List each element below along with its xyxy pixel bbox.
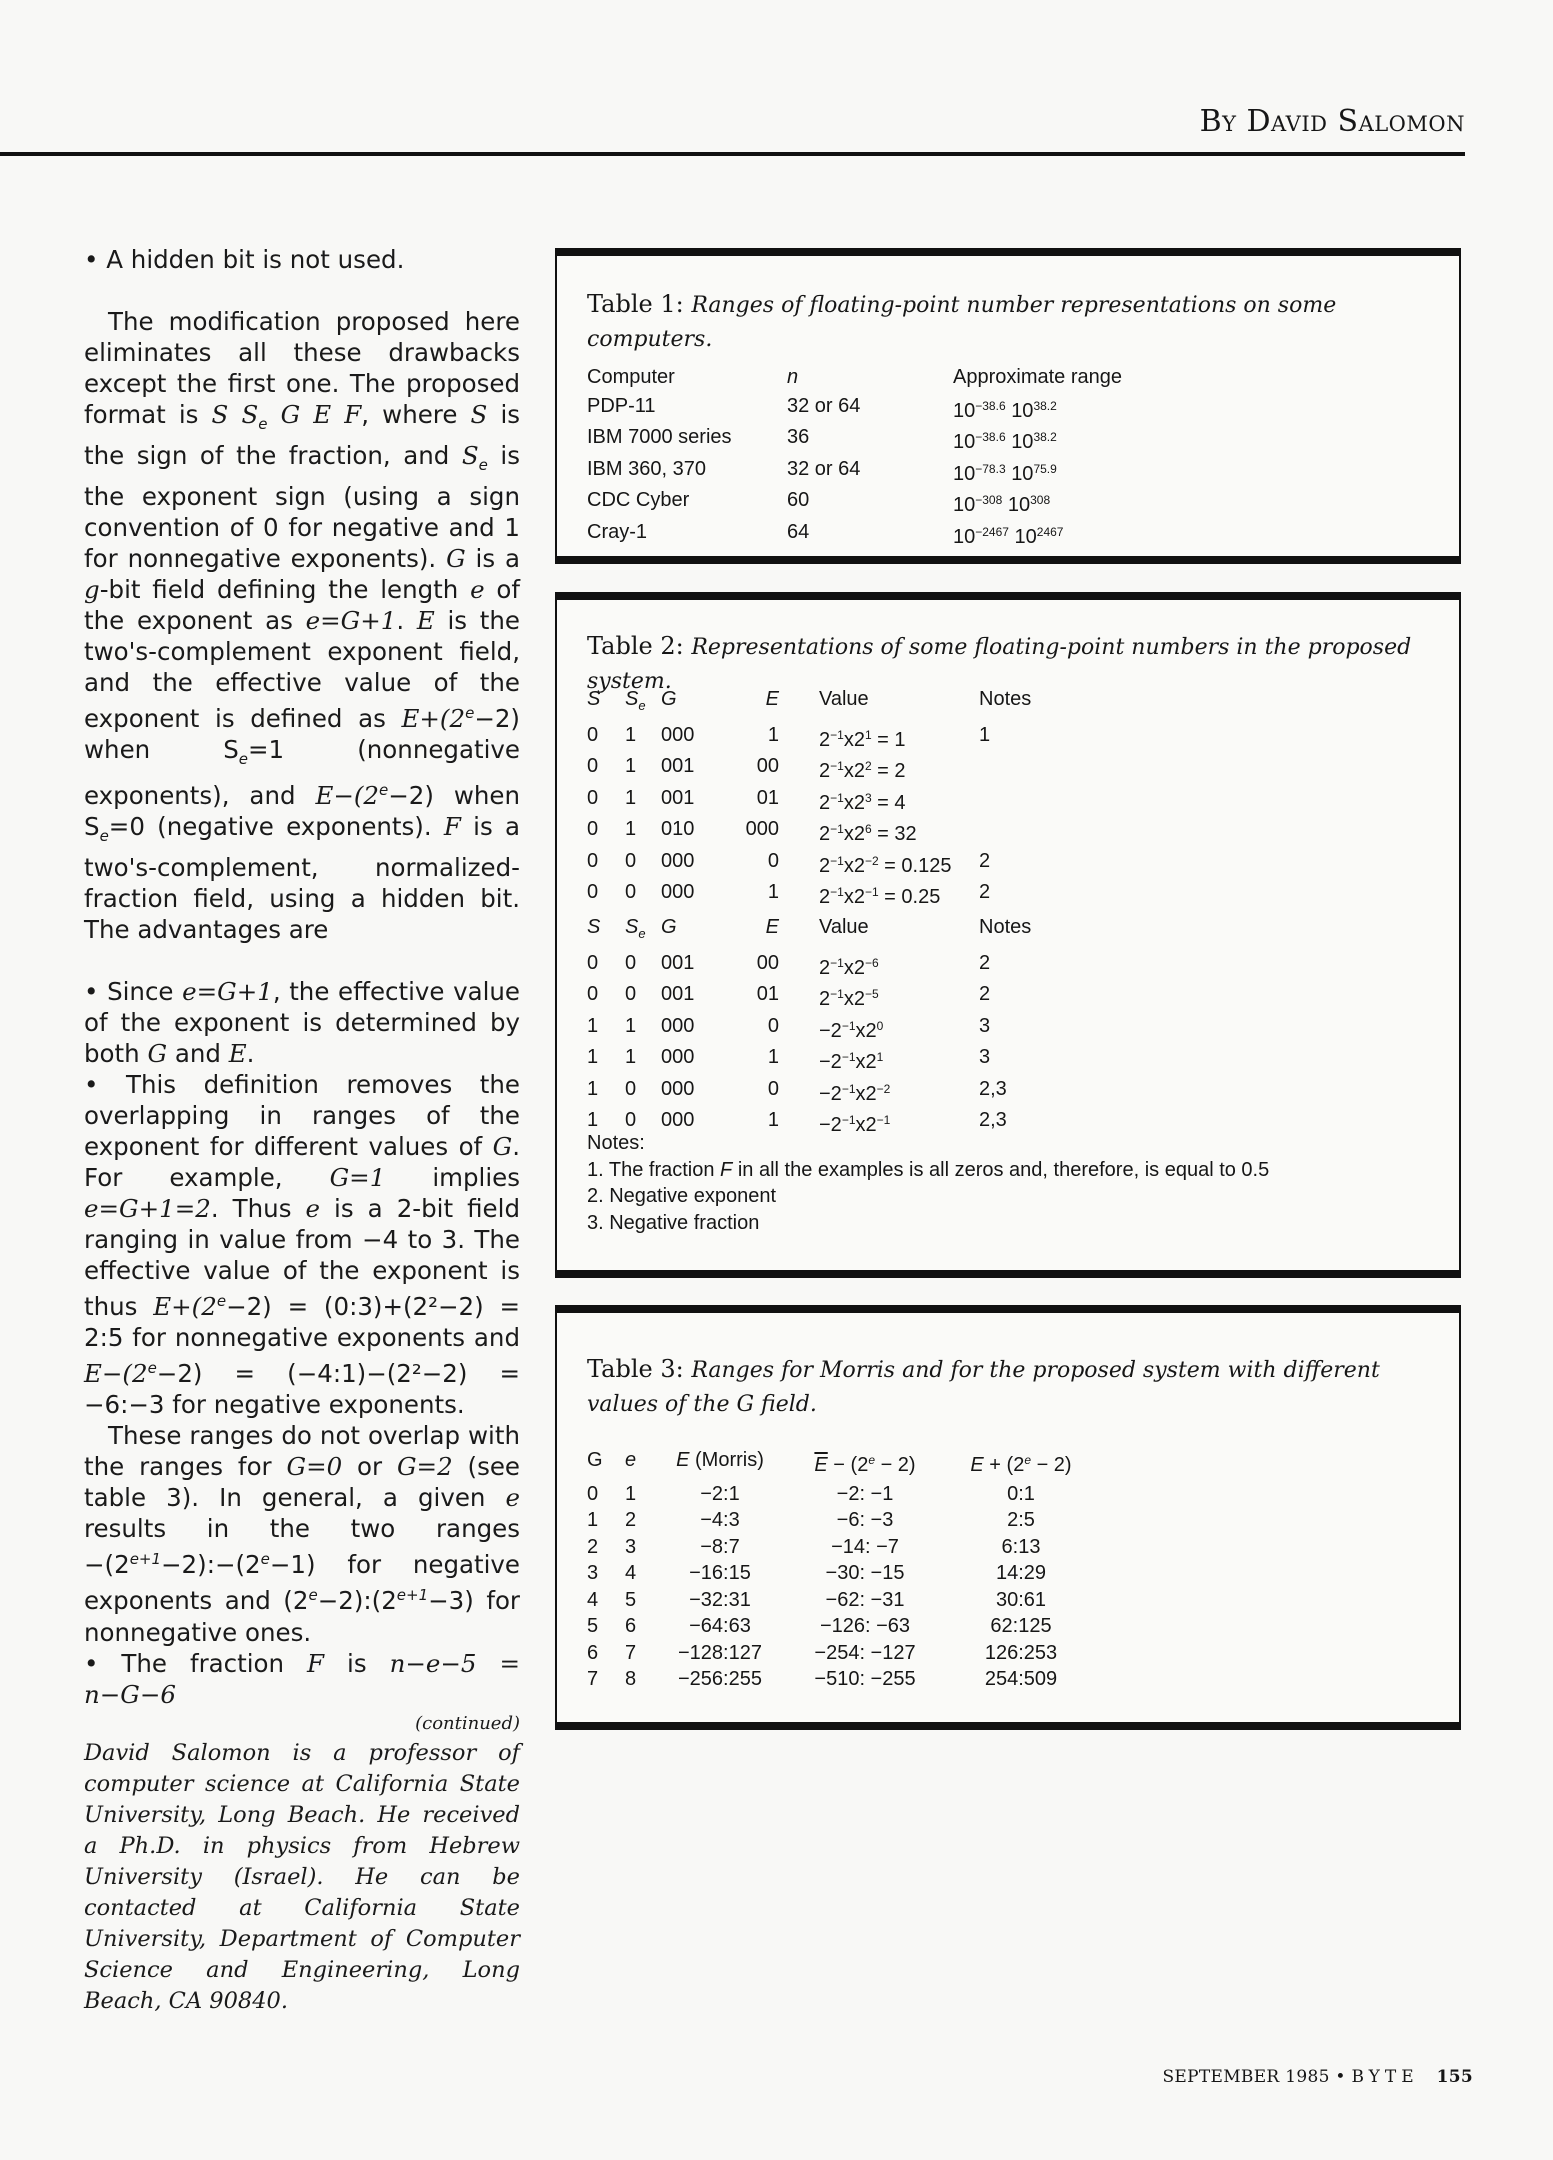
value-part: 2 [819,886,831,908]
table-cell: IBM 7000 series [587,426,732,448]
advantage-3: • The fraction F is n−e−5 = n−G−6 [84,1648,520,1709]
value-cell [779,1076,979,1108]
value-part: −2 [819,1114,842,1136]
table-cell: −128:127 [678,1641,762,1664]
table-cell [979,816,1059,848]
table-cell: G [661,688,677,710]
table-row [587,848,1059,880]
table-cell: −16:15 [689,1562,751,1584]
table-row [587,785,1059,817]
table-cell: 1 [625,1046,637,1068]
table-cell: −8:7 [700,1535,740,1558]
table-cell: 7 [587,1668,599,1690]
value-cell [779,848,979,880]
value-exponent: −6 [864,955,879,970]
header-rule [0,152,1465,156]
table-cell: 000 [745,818,779,840]
value-part: x2 [855,1114,877,1136]
table-cell: E [765,916,779,938]
table-cell: 0 [587,1482,599,1505]
table-cell: 2:5 [1007,1509,1035,1531]
value-exponent: −1 [830,727,844,742]
table-cell: PDP-11 [587,394,656,417]
table-cell: 3 [625,1535,637,1558]
table-cell: 01 [756,786,779,809]
table-cell: 001 [661,983,695,1005]
table-row [587,753,1059,785]
value-part: x2 [843,956,865,979]
table-cell: e [638,926,646,941]
table-cell: S [587,688,601,710]
table-cell: 6:13 [1001,1535,1041,1558]
table-cell: 32 or 64 [787,457,861,480]
range-base: 10 [953,431,976,453]
value-exponent: 2 [864,759,872,773]
table-cell: 5 [625,1588,637,1611]
table-row [587,879,1059,911]
value-part: x2 [855,1082,877,1105]
table-cell: 14:29 [995,1562,1047,1584]
table-cell: 000 [661,1014,695,1037]
table-header-row [587,686,1059,720]
table-1-caption: Table 1: Ranges of floating-point number representations on some computers. [587,290,1337,352]
value-cell [779,1013,979,1045]
table-row [587,722,1059,754]
table-cell: 1 [767,881,779,903]
value-exponent: −1 [830,955,844,970]
table-cell: 3 [979,1014,991,1037]
value-part: = 4 [871,791,906,814]
value-part: 2 [819,988,831,1010]
value-cell [779,981,979,1013]
value-exponent: −1 [830,987,844,1001]
range-low-exponent: −78.3 [975,461,1006,476]
table-cell: 2 [979,881,991,903]
table-cell: Notes [979,916,1032,938]
table-cell: 62:125 [990,1615,1052,1637]
value-part: x2 [855,1051,877,1073]
table-cell: 000 [661,1046,695,1068]
magazine-name: BYTE [1351,2067,1419,2087]
table-cell: Value [819,688,869,710]
table-cell: 2 [979,983,991,1005]
range-low-exponent: −2467 [975,524,1009,539]
table-cell: 3 [587,1562,599,1584]
range-base: 10 [1011,462,1034,485]
table-cell: 2 [625,1509,637,1531]
range-high-exponent: 38.2 [1033,430,1057,444]
table-cell: 00 [756,755,779,777]
table-2-caption: Table 2: Representations of some floating-point numbers in the proposed system. [587,632,1412,694]
table-row [587,456,1253,488]
paragraph-ranges: These ranges do not overlap with the ranges for G=0 or G=2 (see table 3). In general, a given e results in the two ranges $-(2^{e+1}-2):-(2^e-1)$ for negative exponents and $(2^e-2):(2^{e+1}-3)$ for nonnegative ones. [84,1421,521,1647]
value-exponent: −5 [864,987,879,1001]
table-cell: 6 [587,1641,599,1664]
table-cell: 1 [587,1109,599,1131]
value-exponent: −1 [841,1113,856,1127]
table-row [587,1534,1091,1561]
table-cell: 30:61 [995,1588,1047,1611]
table-row [587,1076,1059,1108]
table-cell: 126:253 [984,1641,1058,1664]
table-3-box [555,1305,1461,1730]
value-cell [779,785,979,817]
table-cell: Notes [979,688,1032,710]
value-part: −2 [819,1019,842,1042]
range-base: 10 [1011,399,1034,422]
value-part: 2 [819,728,831,751]
value-part: 2 [819,956,831,979]
value-exponent: −1 [830,853,844,868]
value-exponent: 6 [864,822,872,836]
table-cell: e [638,698,646,713]
value-part: x2 [843,988,865,1010]
table-2-notes: Notes: 1. The fraction F in all the examples is all zeros and, therefore, is equal to 0.5 2. Negative exponent 3. Negative fraction [587,1132,1270,1234]
table-cell: IBM 360, 370 [587,457,706,480]
range-low-exponent: −308 [975,493,1003,507]
range-low-exponent: −38.6 [975,398,1006,413]
value-part: 2 [819,760,831,782]
table-row [587,1666,1091,1693]
table-header-row [587,914,1059,948]
table-cell: 2 [979,951,991,974]
value-part: 2 [819,823,831,845]
table-cell: 0 [587,881,599,903]
table-cell: −6: −3 [836,1509,894,1531]
table-row [587,393,1253,425]
table-row [587,487,1253,519]
table-cell: −256:255 [678,1668,762,1690]
table-cell: 1 [625,818,637,840]
value-part: x2 [843,791,865,814]
table-cell: S [625,916,639,938]
value-part: = 2 [871,760,906,782]
range-high-exponent: 75.9 [1033,461,1057,476]
range-low-exponent: −38.6 [975,430,1006,444]
table-cell: 0 [587,951,599,974]
table-cell: 5 [587,1615,599,1637]
table-cell: Cray-1 [587,520,648,543]
table-row [587,519,1253,551]
table-cell: 001 [661,755,695,777]
value-part: 2 [819,791,831,814]
table-row [587,1507,1091,1534]
range-high-exponent: 38.2 [1033,398,1057,413]
table-cell: 1 [625,1482,637,1505]
range-cell [953,424,1253,456]
table-cell: −62: −31 [825,1588,905,1611]
table-cell: −2: −1 [836,1482,894,1505]
range-cell [953,393,1253,425]
table-cell: −4:3 [700,1509,740,1531]
value-part: x2 [843,823,865,845]
table-cell: 0 [587,983,599,1005]
table-cell: 60 [787,489,810,511]
table-row [587,1587,1091,1614]
table-cell: −2:1 [700,1482,740,1505]
range-base: 10 [1011,431,1034,453]
value-cell [779,950,979,982]
table-cell: 0 [625,951,637,974]
table-cell: 0 [625,881,637,903]
table-cell: 0 [625,1109,637,1131]
issue-date: SEPTEMBER 1985 • [1162,2067,1352,2087]
value-exponent: −2 [864,853,879,868]
table-row [587,950,1059,982]
value-part: = 32 [871,823,917,845]
advantage-2: • This definition removes the overlapping in ranges of the exponent for different values of G. For example, G=1 implies e=G+1=2. Thus e is a 2-bit field ranging in value from −4 to 3. The effective value of the exponent is thus $E+(2^e-2)$ = (0:3)+(2²−2) = 2:5 for nonnegative exponents and $E-(2^e-2)$ = (−4:1)−(2²−2) = −6:−3 for negative exponents. [84,1069,521,1420]
table-cell: −14: −7 [831,1535,899,1558]
table-cell: 1 [625,786,637,809]
value-exponent: −1 [830,759,844,773]
table-cell: 1 [587,1509,599,1531]
value-exponent: 1 [864,727,872,742]
table-cell: 1 [587,1014,599,1037]
value-part: −2 [819,1082,842,1105]
value-exponent: −1 [830,885,844,899]
table-cell: 4 [625,1562,637,1584]
paragraph-proposed-format: The modification proposed here eliminates all these drawbacks except the first one. The proposed format is S $S_e$ G E F, where S is the sign of the fraction, and $S_e$ is the exponent sign (using a sign convention of 0 for negative and 1 for nonnegative exponents). G is a g-bit field defining the length e of the exponent as e=G+1. E is the two's-complement exponent field, and the effective value of the exponent is defined as $E+(2^e-2)$ when $S_e=1$ (nonnegative exponents), and $E-(2^e-2)$ when $S_e=0$ (negative exponents). F is a two's-complement, normalized-fraction field, using a hidden bit. The advantages are [84,307,521,944]
table-cell: 254:509 [984,1668,1058,1690]
table-cell: 64 [787,520,810,543]
table-cell: 000 [661,881,695,903]
table-cell: 2 [979,849,991,872]
table-cell: 0 [587,786,599,809]
value-cell [779,753,979,785]
table-cell: −64:63 [689,1615,751,1637]
table-cell: 2,3 [979,1077,1007,1100]
table-cell: 3 [979,1046,991,1068]
table-cell: 0 [587,755,599,777]
table-row [587,1560,1091,1587]
table-cell: 1 [979,723,991,746]
continued-note: (continued) [415,1712,520,1734]
range-base: 10 [1014,525,1037,548]
table-cell: 2,3 [979,1109,1007,1131]
page-number: 155 [1436,2067,1473,2087]
table-cell: 1 [767,1109,779,1131]
table-3-caption: Table 3: Ranges for Morris and for the proposed system with different values of the G field. [587,1355,1380,1417]
table-cell: 7 [625,1641,637,1664]
table-row [587,1613,1091,1640]
table-cell: 000 [661,1077,695,1100]
table-cell: 001 [661,786,695,809]
table-cell: 1 [625,723,637,746]
table-cell: 4 [587,1588,599,1611]
table-cell: 0:1 [1007,1482,1035,1505]
header-se [625,686,661,720]
range-cell [953,519,1253,551]
table-row [587,1640,1091,1667]
table-cell: 000 [661,849,695,872]
table-cell: 32 or 64 [787,394,861,417]
table-cell [979,753,1059,785]
value-part: = 0.25 [878,886,941,908]
table-header-row: G e E (Morris) $\overline{E} - (2^e - 2)$ $E + (2^e - 2)$ [587,1449,1072,1476]
value-exponent: 3 [864,790,872,805]
author-bio: David Salomon is a professor of computer science at California State University, Long Beach. He received a Ph.D. in physics from Hebrew University (Israel). He can be contacted at California State University, Department of Computer Science and Engineering, Long Beach, CA 90840. [84,1739,520,2014]
table-cell: 0 [625,849,637,872]
body-column [84,244,520,2017]
value-exponent: −1 [841,1050,856,1064]
value-exponent: −1 [830,822,844,836]
table-cell: −254: −127 [814,1641,916,1664]
range-cell [953,487,1253,519]
value-part: = 0.125 [878,854,952,877]
table-row [587,1481,1091,1508]
table-cell: −30: −15 [825,1562,905,1584]
table-cell: 0 [767,1014,779,1037]
table-cell: 0 [625,983,637,1005]
table-cell: 1 [587,1077,599,1100]
table-cell: 0 [767,849,779,872]
table-cell: E [765,688,779,710]
range-base: 10 [953,399,976,422]
table-cell: 010 [661,818,695,840]
table-cell: Value [819,916,869,938]
table-1-box [555,248,1461,564]
table-cell: 1 [587,1046,599,1068]
table-cell [979,785,1059,817]
table-cell: 2 [587,1535,599,1558]
value-exponent: −1 [841,1018,856,1033]
table-cell: 01 [756,983,779,1005]
page-footer [1162,2067,1473,2087]
value-cell [779,1044,979,1076]
table-cell: −126: −63 [819,1615,911,1637]
table-cell: 1 [767,1046,779,1068]
range-base: 10 [953,462,976,485]
table-cell: 00 [756,951,779,974]
table-cell: 8 [625,1668,637,1690]
value-exponent: −1 [876,1113,891,1127]
table-cell: 36 [787,426,810,448]
table-row [587,1013,1059,1045]
table-header-row: Computer n Approximate range [587,366,1122,388]
header-se [625,914,661,948]
bullet-hidden-bit: • A hidden bit is not used. [84,245,405,274]
value-exponent: −2 [876,1081,891,1096]
value-cell [779,816,979,848]
value-exponent: −1 [830,790,844,805]
table-cell: S [587,916,601,938]
table-row [587,424,1253,456]
table-cell: 000 [661,1109,695,1131]
table-2-box [555,592,1461,1278]
value-exponent: −1 [864,885,879,899]
table-cell: 0 [625,1077,637,1100]
table-3-grid [587,1447,1091,1693]
table-cell: −510: −255 [814,1668,916,1690]
table-2-grid-b [587,914,1059,1139]
range-high-exponent: 2467 [1036,524,1064,539]
range-base: 10 [1007,494,1031,516]
table-cell: 000 [661,723,695,746]
range-cell [953,456,1253,488]
table-cell: 1 [625,1014,637,1037]
table-cell: −32:31 [689,1588,751,1611]
table-cell: 0 [587,849,599,872]
value-part: 2 [819,854,831,877]
table-row [587,816,1059,848]
table-row [587,981,1059,1013]
value-part: x2 [843,728,865,751]
value-part: = 1 [871,728,906,751]
table-cell: 0 [587,723,599,746]
table-cell: 001 [661,951,695,974]
value-exponent: 1 [876,1050,884,1064]
value-part: x2 [843,854,865,877]
table-cell: 0 [587,818,599,840]
range-base: 10 [953,525,976,548]
table-cell: 1 [767,723,779,746]
range-high-exponent: 308 [1030,493,1051,507]
value-cell [779,879,979,911]
table-2-grid-a [587,686,1059,911]
table-cell: 6 [625,1615,637,1637]
table-row [587,1044,1059,1076]
value-exponent: 0 [876,1018,884,1033]
advantage-1: • Since e=G+1, the effective value of the exponent is determined by both G and E. [84,976,521,1068]
range-base: 10 [953,494,976,516]
table-1-grid [587,364,1253,550]
author-byline: By David Salomon [1199,104,1465,139]
table-cell: 1 [625,755,637,777]
value-part: x2 [843,760,865,782]
value-part: −2 [819,1051,842,1073]
table-cell: 0 [767,1077,779,1100]
table-cell: CDC Cyber [587,489,690,511]
table-cell: G [661,916,677,938]
table-cell: S [625,688,639,710]
value-part: x2 [855,1019,877,1042]
value-part: x2 [843,886,865,908]
value-cell [779,722,979,754]
value-exponent: −1 [841,1081,856,1096]
